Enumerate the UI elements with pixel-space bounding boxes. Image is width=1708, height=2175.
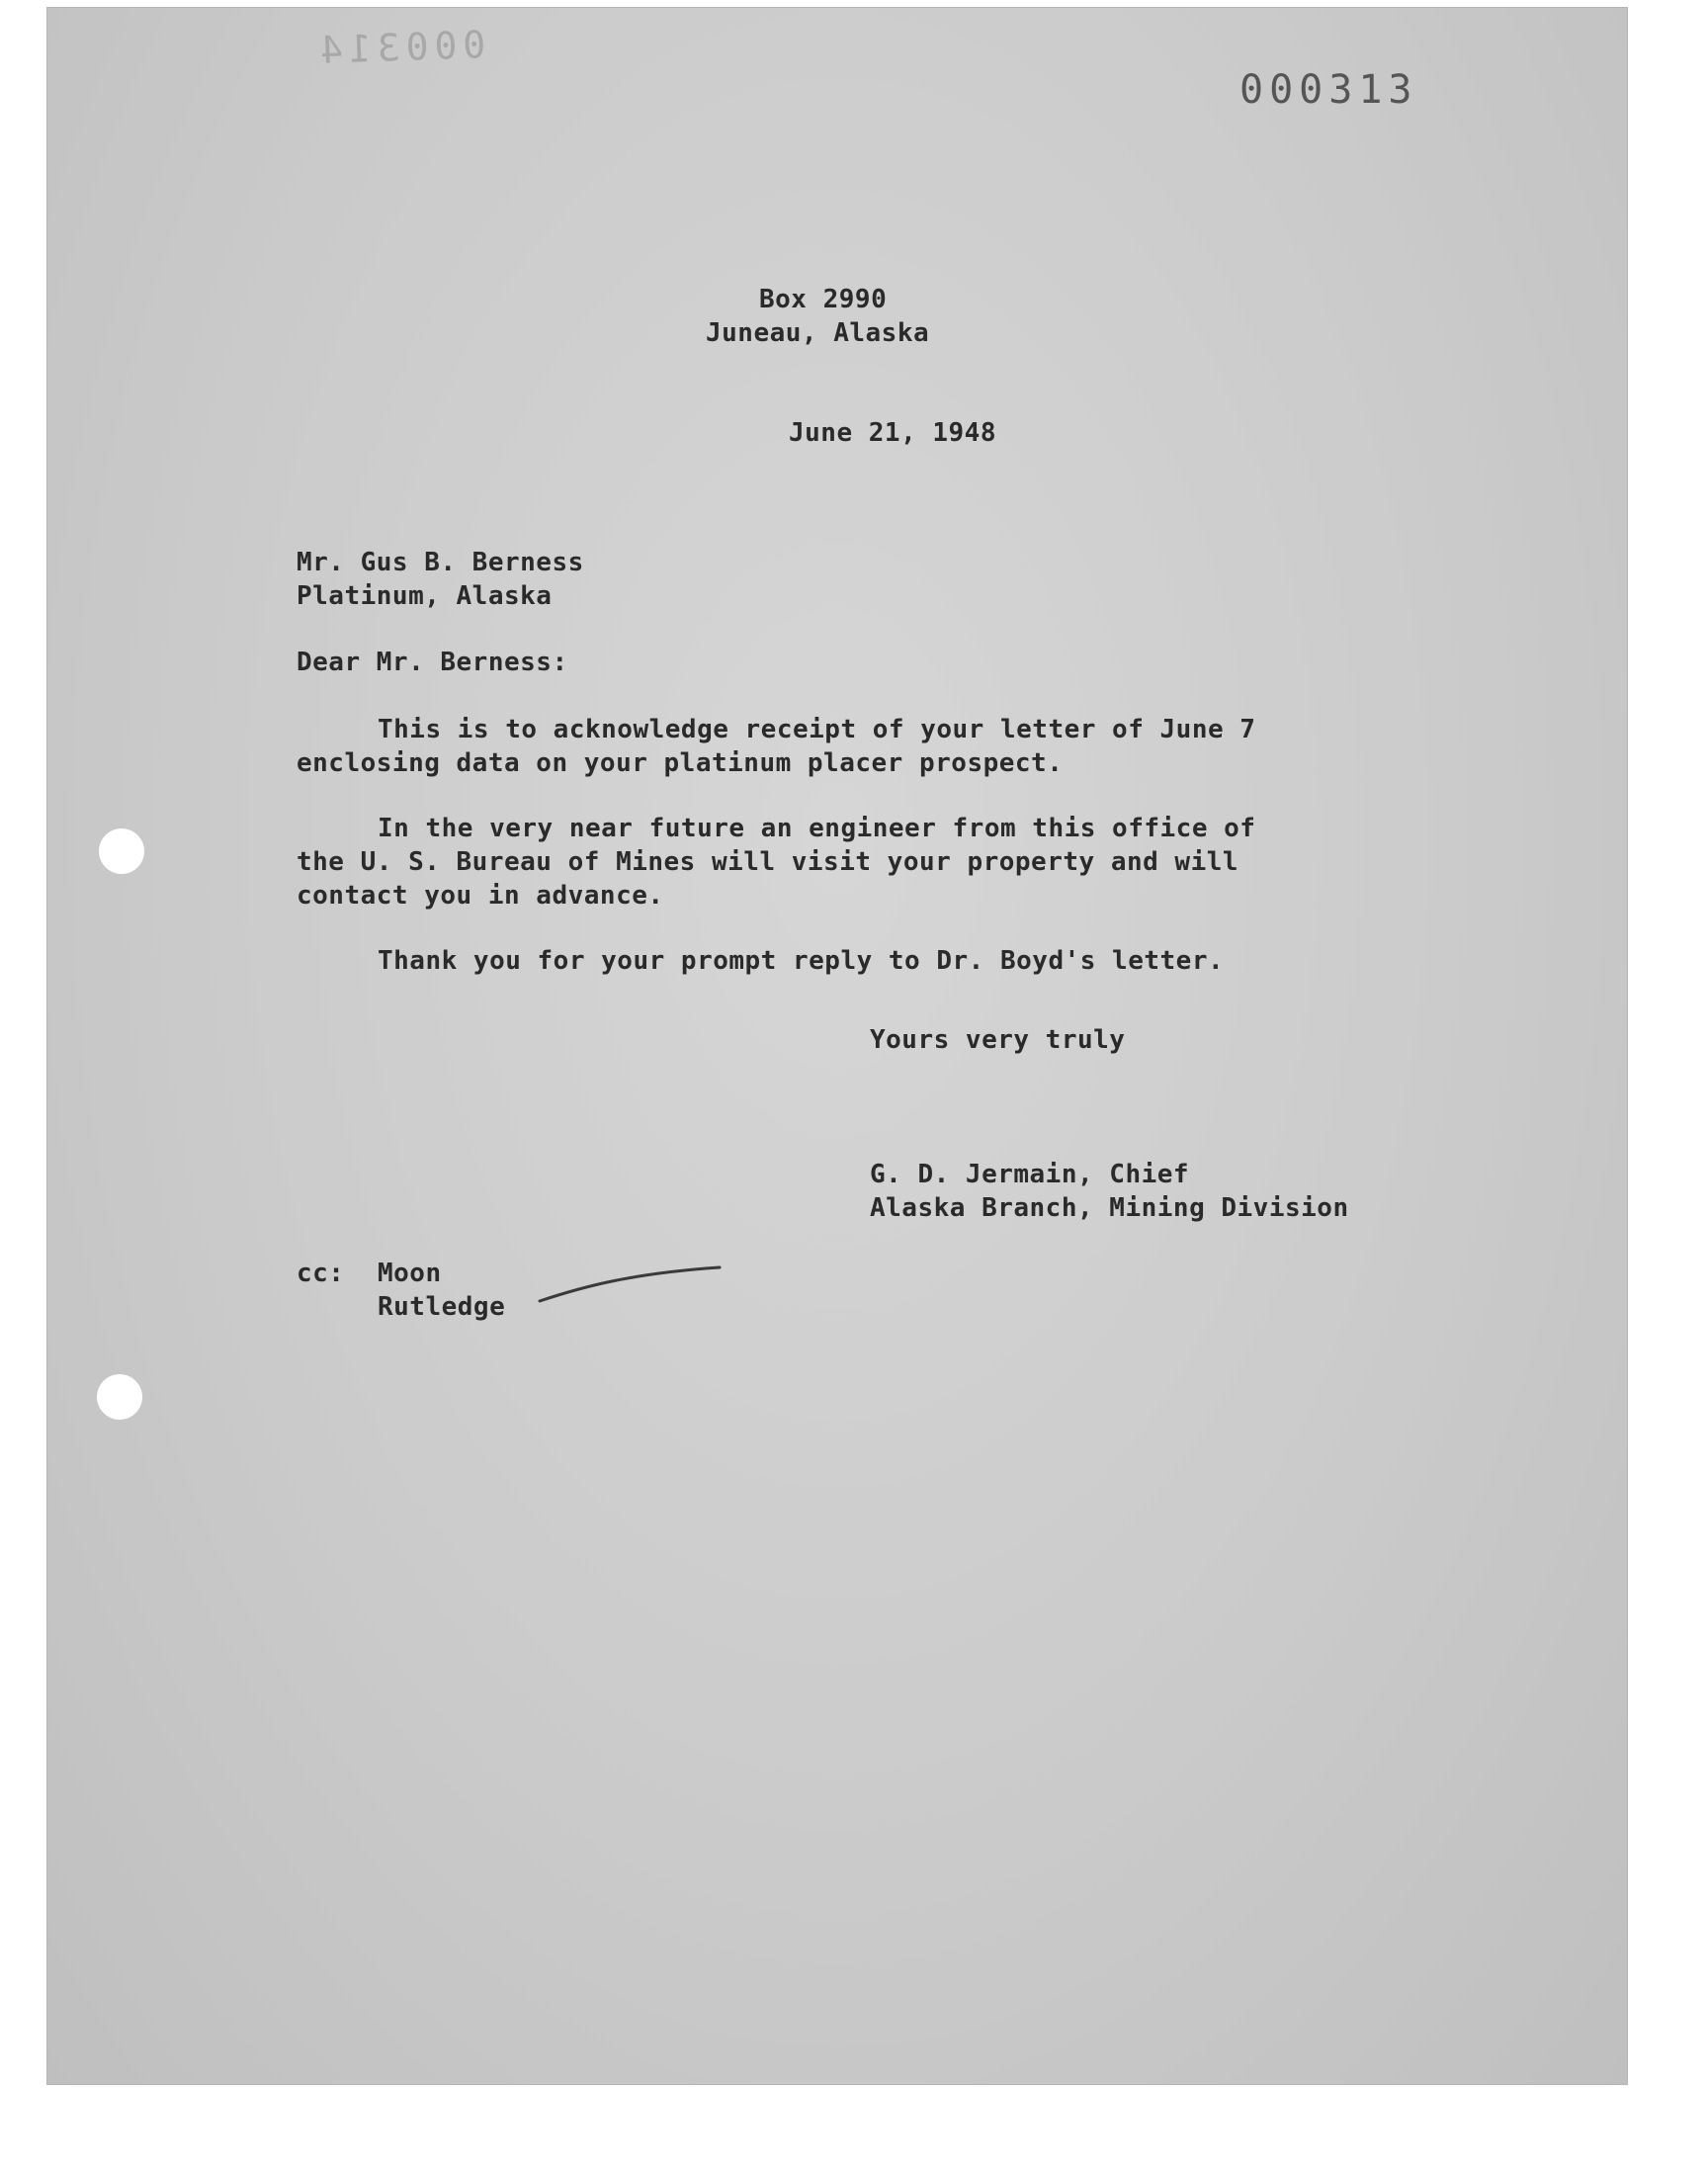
body-paragraph-1-line-1: This is to acknowledge receipt of your letter of June 7 [378,715,1256,744]
closing: Yours very truly [870,1025,1126,1055]
recipient-name: Mr. Gus B. Berness [297,548,584,577]
reverse-page-stamp: 000314 [313,22,486,73]
page-stamp: 000313 [1239,67,1418,113]
sender-address-line1: Box 2990 [759,285,888,314]
body-paragraph-3-line-1: Thank you for your prompt reply to Dr. Boyd's letter. [378,946,1225,976]
sender-address-line2: Juneau, Alaska [706,318,930,348]
salutation: Dear Mr. Berness: [297,648,568,677]
recipient-location: Platinum, Alaska [297,581,553,611]
binder-hole-top [99,828,144,874]
body-paragraph-1-line-2: enclosing data on your platinum placer prospect. [297,748,1064,778]
cc-name-1: Moon [378,1259,442,1288]
cc-label: cc: [297,1259,345,1288]
signature-name: G. D. Jermain, Chief [870,1160,1190,1189]
binder-hole-bottom [97,1374,142,1420]
pencil-check-mark [532,1254,729,1313]
signature-title: Alaska Branch, Mining Division [870,1193,1349,1223]
body-paragraph-2-line-2: the U. S. Bureau of Mines will visit your property and will [297,847,1239,877]
letter-page [47,8,1627,2084]
cc-name-2: Rutledge [378,1292,506,1322]
letter-date: June 21, 1948 [789,418,996,448]
body-paragraph-2-line-3: contact you in advance. [297,881,664,911]
body-paragraph-2-line-1: In the very near future an engineer from this office of [378,814,1256,843]
